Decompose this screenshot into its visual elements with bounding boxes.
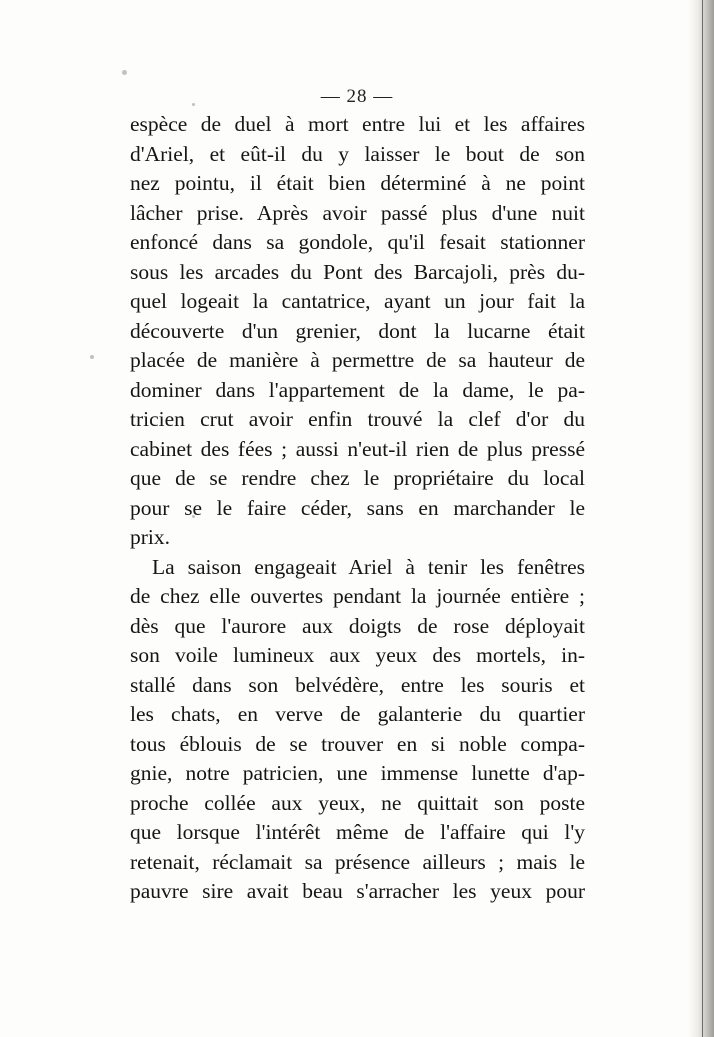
paper-speck: [122, 70, 127, 75]
text-line: espèce de duel à mort entre lui et les affaires: [130, 112, 585, 136]
page-number: — 28 —: [320, 86, 394, 107]
text-line: que lorsque l'intérêt même de l'affaire qui l'y: [130, 820, 585, 844]
text-line: placée de manière à permettre de sa hauteur de: [130, 348, 585, 372]
text-line: que de se rendre chez le propriétaire du local: [130, 466, 585, 490]
text-line: sous les arcades du Pont des Barcajoli, près du-: [130, 259, 585, 284]
paragraph-1: [130, 110, 585, 553]
paper-speck: [90, 355, 94, 359]
text-line: tous éblouis de se trouver en si noble compa-: [130, 731, 585, 756]
text-line: pour se le faire céder, sans en marchander le: [130, 495, 585, 520]
text-line: découverte d'un grenier, dont la lucarne était: [130, 318, 585, 343]
text-line: de chez elle ouvertes pendant la journée entière ;: [130, 584, 585, 608]
text-line: proche collée aux yeux, ne quittait son poste: [130, 790, 585, 815]
body-text: [130, 110, 585, 907]
page-edge-line: [702, 0, 703, 1037]
text-line: dès que l'aurore aux doigts de rose déployait: [130, 613, 585, 638]
page-binding-edge: [688, 0, 714, 1037]
text-line: stallé dans son belvédère, entre les souris et: [130, 672, 585, 697]
text-line: prix.: [130, 525, 171, 549]
text-line: d'Ariel, et eût-il du y laisser le bout de son: [130, 141, 585, 166]
text-line: La saison engageait Ariel à tenir les fenêtres: [152, 554, 585, 579]
text-line: enfoncé dans sa gondole, qu'il fesait stationner: [130, 230, 585, 254]
text-line: les chats, en verve de galanterie du quartier: [130, 702, 585, 726]
text-line: retenait, réclamait sa présence ailleurs ; mais le: [130, 849, 585, 874]
text-line: gnie, notre patricien, une immense lunette d'ap-: [130, 761, 585, 785]
text-line: cabinet des fées ; aussi n'eut-il rien de plus pressé: [130, 436, 585, 461]
text-line: tricien crut avoir enfin trouvé la clef d'or du: [130, 407, 585, 431]
text-line: dominer dans l'appartement de la dame, le pa-: [130, 377, 585, 402]
paragraph-2: [130, 553, 585, 907]
text-line: son voile lumineux aux yeux des mortels, in-: [130, 643, 585, 667]
text-line: lâcher prise. Après avoir passé plus d'une nuit: [130, 200, 585, 225]
text-line: nez pointu, il était bien déterminé à ne point: [130, 171, 585, 195]
text-line: quel logeait la cantatrice, ayant un jour fait la: [130, 289, 585, 313]
text-line: pauvre sire avait beau s'arracher les yeux pour: [130, 879, 585, 903]
